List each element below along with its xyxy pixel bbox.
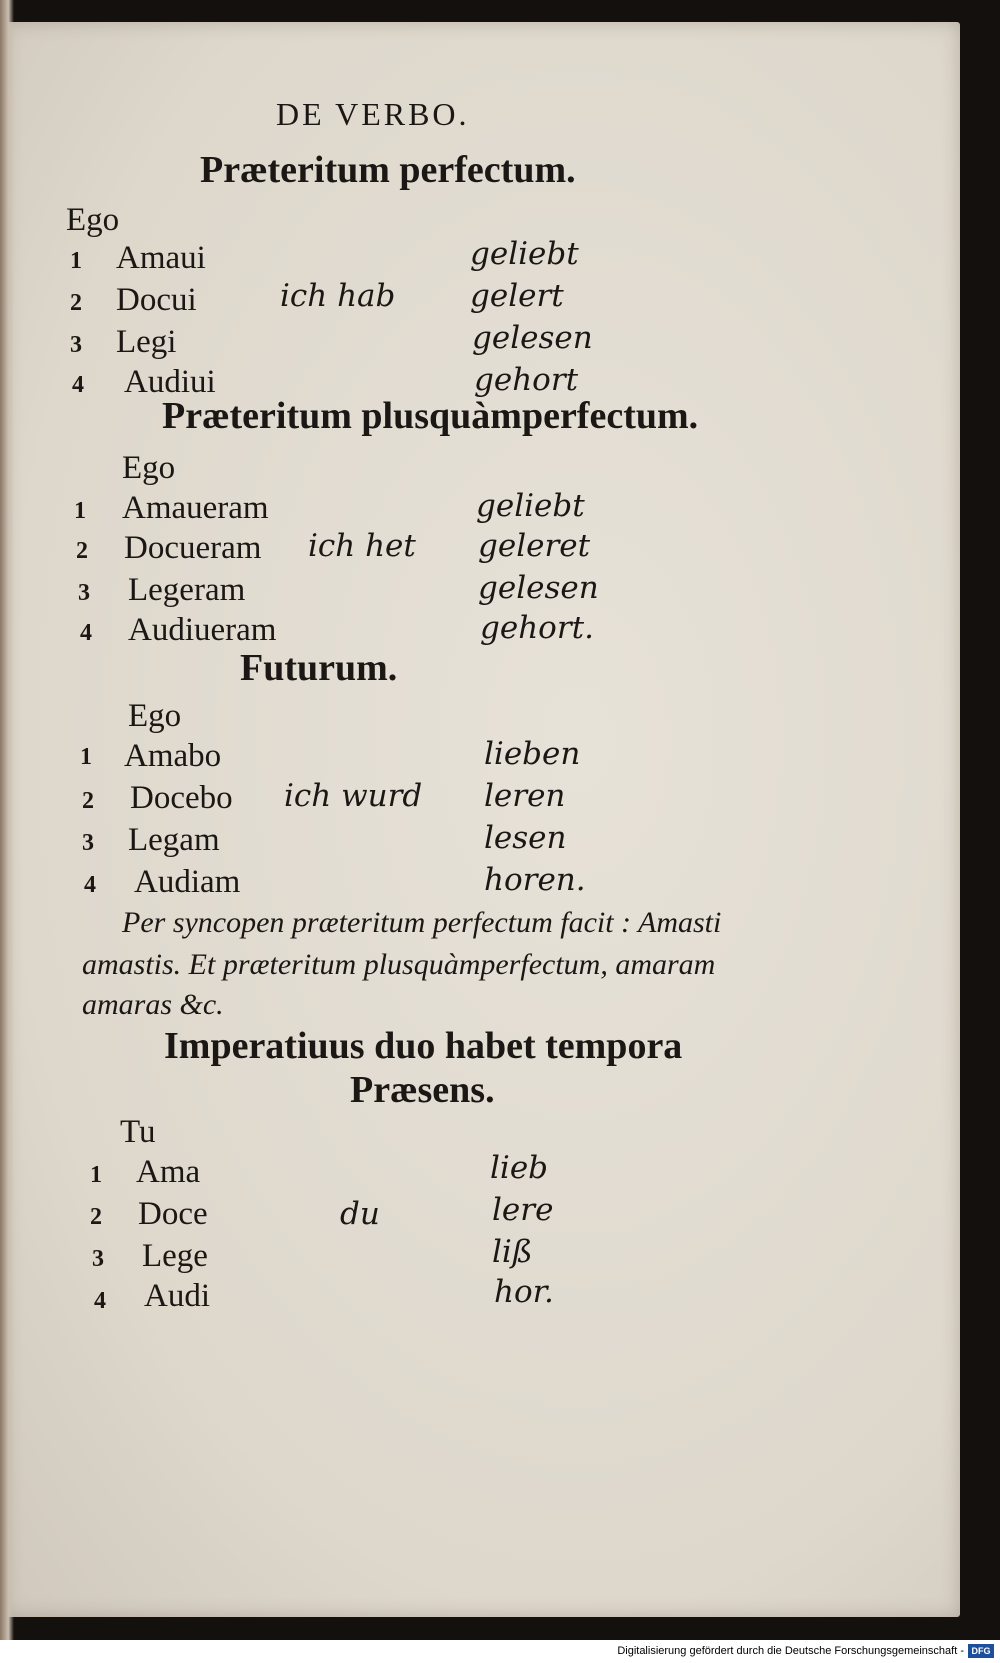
latin-form: Legi: [116, 324, 177, 360]
german-form: lere: [492, 1192, 554, 1228]
page-binding-edge: [0, 0, 14, 1663]
auxiliary-verb: du: [340, 1196, 380, 1232]
latin-form: Audiam: [134, 864, 241, 900]
subject-label: Ego: [122, 450, 176, 486]
row-number: 1: [90, 1162, 102, 1188]
latin-form: Ama: [136, 1154, 201, 1190]
german-form: liß: [492, 1234, 533, 1270]
german-form: gehort: [474, 362, 579, 398]
german-form: geliebt: [476, 488, 585, 524]
row-number: 4: [84, 872, 96, 898]
section-title-perfectum: Præteritum perfectum.: [200, 149, 576, 191]
latin-form: Amaui: [116, 240, 206, 276]
row-number: 3: [82, 830, 94, 856]
row-number: 2: [70, 290, 82, 316]
syncope-note-line-2: amastis. Et præteritum plusquàmperfectum, amaram: [82, 948, 716, 981]
latin-form: Legeram: [128, 572, 246, 608]
german-form: gelesen: [472, 320, 593, 356]
row-number: 2: [82, 788, 94, 814]
german-form: hor.: [494, 1274, 554, 1310]
latin-form: Audi: [144, 1278, 210, 1314]
latin-form: Doce: [138, 1196, 208, 1232]
subject-label: Tu: [120, 1114, 156, 1150]
row-number: 3: [70, 332, 82, 358]
german-form: lieben: [484, 736, 581, 772]
latin-form: Audiui: [124, 364, 216, 400]
subject-label: Ego: [128, 698, 182, 734]
book-page: [4, 22, 960, 1617]
german-form: gehort.: [480, 610, 594, 646]
row-number: 1: [80, 744, 92, 770]
latin-form: Docueram: [124, 530, 262, 566]
dfg-logo[interactable]: DFG: [968, 1644, 994, 1658]
german-form: lesen: [484, 820, 567, 856]
imperative-subtitle: Præsens.: [350, 1069, 495, 1111]
auxiliary-verb: ich hab: [280, 278, 396, 314]
row-number: 3: [78, 580, 90, 606]
subject-label: Ego: [66, 202, 120, 238]
page-header: DE VERBO.: [276, 96, 470, 132]
row-number: 4: [94, 1288, 106, 1314]
german-form: leren: [484, 778, 566, 814]
row-number: 2: [90, 1204, 102, 1230]
latin-form: Amaueram: [122, 490, 269, 526]
latin-form: Lege: [142, 1238, 208, 1274]
german-form: geleret: [478, 528, 591, 564]
auxiliary-verb: ich het: [308, 528, 416, 564]
german-form: lieb: [490, 1150, 549, 1186]
row-number: 4: [80, 620, 92, 646]
german-form: horen.: [484, 862, 586, 898]
section-title-plusquamperfectum: Præteritum plusquàmperfectum.: [162, 395, 699, 437]
syncope-note-line-1: Per syncopen præteritum perfectum facit : Amasti: [122, 906, 722, 939]
row-number: 2: [76, 538, 88, 564]
german-form: gelesen: [478, 570, 599, 606]
german-form: geliebt: [470, 236, 579, 272]
imperative-title: Imperatiuus duo habet tempora: [164, 1025, 683, 1067]
section-title-futurum: Futurum.: [240, 647, 398, 689]
auxiliary-verb: ich wurd: [284, 778, 423, 814]
latin-form: Docebo: [130, 780, 233, 816]
german-form: gelert: [470, 278, 564, 314]
latin-form: Docui: [116, 282, 197, 318]
latin-form: Legam: [128, 822, 220, 858]
row-number: 1: [70, 248, 82, 274]
row-number: 3: [92, 1246, 104, 1272]
row-number: 4: [72, 372, 84, 398]
row-number: 1: [74, 498, 86, 524]
latin-form: Audiueram: [128, 612, 277, 648]
digitization-credit: Digitalisierung gefördert durch die Deutsche Forschungsgemeinschaft -: [617, 1645, 964, 1657]
syncope-note-line-3: amaras &c.: [82, 988, 224, 1021]
latin-form: Amabo: [124, 738, 222, 774]
